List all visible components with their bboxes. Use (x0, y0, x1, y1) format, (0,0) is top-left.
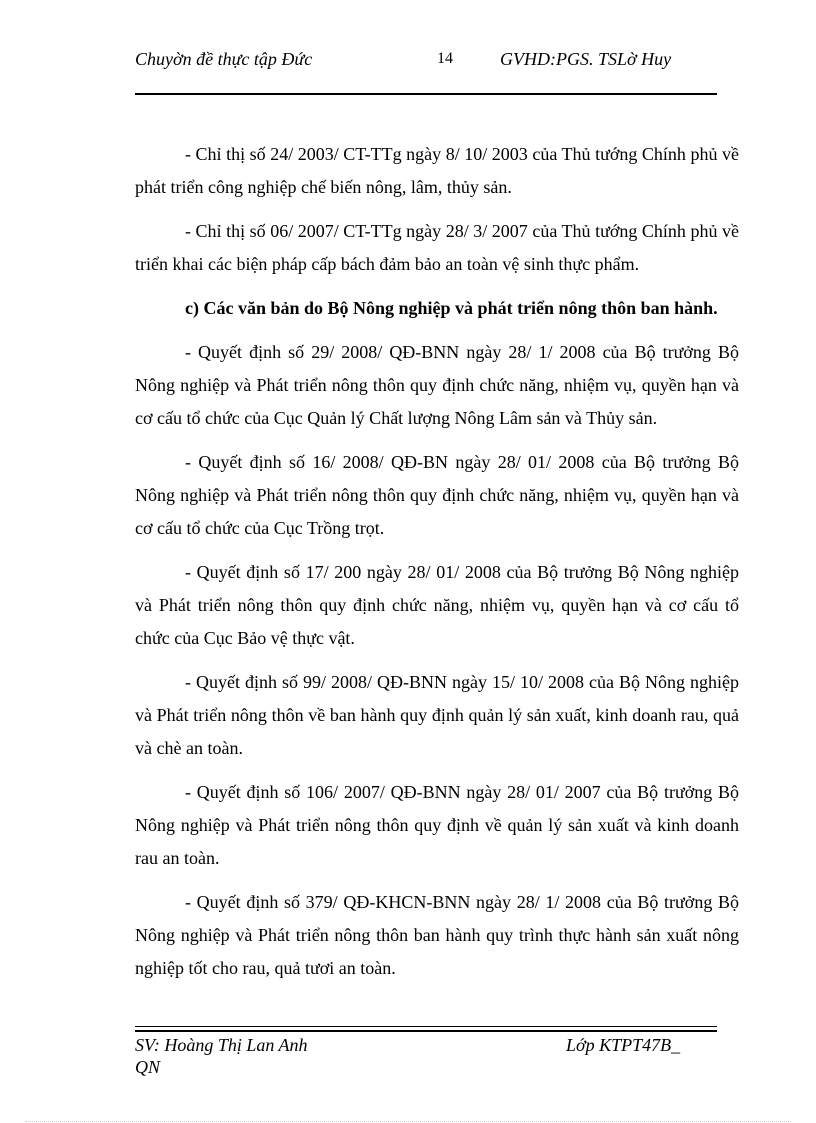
paragraph: - Chỉ thị số 06/ 2007/ CT-TTg ngày 28/ 3/ 2007 của Thủ tướng Chính phủ về triển khai các biện pháp cấp bách đảm bảo an toàn vệ sinh thực phẩm. (135, 221, 739, 274)
footer-class: Lớp KTPT47B_ (566, 1035, 681, 1055)
header-title: Chuyờn đề thực tập Đức (135, 49, 313, 69)
paragraph: - Chỉ thị số 24/ 2003/ CT-TTg ngày 8/ 10/ 2003 của Thủ tướng Chính phủ về phát triển công nghiệp chế biến nông, lâm, thủy sản. (135, 144, 739, 197)
paragraph: - Quyết định số 99/ 2008/ QĐ-BNN ngày 15/ 10/ 2008 của Bộ Nông nghiệp và Phát triển nông thôn về ban hành quy định quản lý sản xuất, kinh doanh rau, quả và chè an toàn. (135, 672, 739, 758)
paragraph: - Quyết định số 29/ 2008/ QĐ-BNN ngày 28/ 1/ 2008 của Bộ trưởng Bộ Nông nghiệp và Phát triển nông thôn quy định chức năng, nhiệm vụ, quyền hạn và cơ cấu tổ chức của Cục Quản lý Chất lượng Nông Lâm sản và Thủy sản. (135, 342, 739, 428)
paragraph: - Quyết định số 17/ 200 ngày 28/ 01/ 2008 của Bộ trưởng Bộ Nông nghiệp và Phát triển nông thôn quy định chức năng, nhiệm vụ, quyền hạn và cơ cấu tổ chức của Cục Bảo vệ thực vật. (135, 562, 739, 648)
page-number: 14 (437, 50, 453, 67)
section-heading: c) Các văn bản do Bộ Nông nghiệp và phát triển nông thôn ban hành. (185, 298, 718, 318)
footer-student: SV: Hoàng Thị Lan Anh QN (135, 1035, 308, 1077)
footer-divider-thin (135, 1026, 717, 1027)
paragraph: - Quyết định số 16/ 2008/ QĐ-BN ngày 28/ 01/ 2008 của Bộ trưởng Bộ Nông nghiệp và Phát triển nông thôn quy định chức năng, nhiệm vụ, quyền hạn và cơ cấu tổ chức của Cục Trồng trọt. (135, 452, 739, 538)
document-body (135, 138, 739, 996)
page-edge (25, 1121, 791, 1122)
header-divider (135, 93, 717, 95)
header-advisor: GVHD:PGS. TSLờ Huy (500, 49, 672, 69)
footer-divider-thick (135, 1030, 717, 1032)
paragraph: - Quyết định số 379/ QĐ-KHCN-BNN ngày 28/ 1/ 2008 của Bộ trưởng Bộ Nông nghiệp và Phát triển nông thôn ban hành quy trình thực hành sản xuất nông nghiệp tốt cho rau, quả tươi an toàn. (135, 892, 739, 978)
paragraph: - Quyết định số 106/ 2007/ QĐ-BNN ngày 28/ 01/ 2007 của Bộ trưởng Bộ Nông nghiệp và Phát triển nông thôn quy định về quản lý sản xuất và kinh doanh rau an toàn. (135, 782, 739, 868)
